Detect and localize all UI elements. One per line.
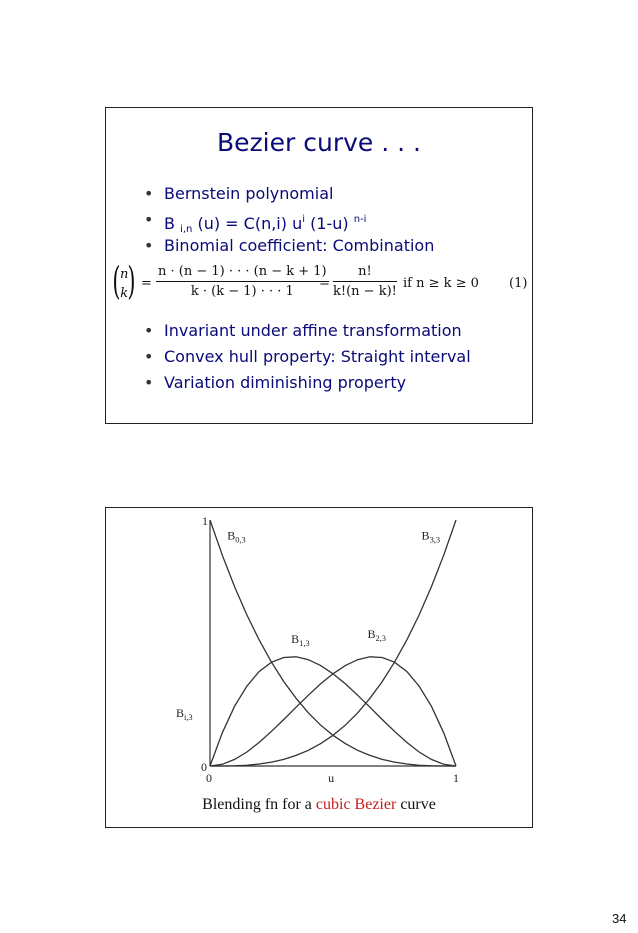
curve-label-2: $B_{2,3}$ (367, 627, 386, 644)
bullet-binomial (144, 233, 434, 259)
chart-axes (210, 520, 456, 766)
bullet-text: Bernstein polynomial (164, 184, 334, 203)
bullet-text: Variation diminishing property (164, 373, 407, 392)
y-axis-label: $B_{i,3}$ (176, 705, 193, 722)
bullet-bernstein-formula (144, 207, 434, 233)
binomial-n: n (120, 267, 129, 282)
binomial-formula (111, 259, 531, 305)
right-paren: ) (127, 259, 136, 303)
x-tick-1: 1 (453, 771, 459, 785)
curve-label-0: $B_{0,3}$ (227, 528, 246, 545)
series-line-0 (210, 520, 456, 766)
bernstein-basis-chart (166, 512, 466, 788)
caption-after: curve (396, 796, 436, 813)
formula-prefix: B (164, 214, 181, 233)
bullet-bernstein (144, 181, 434, 207)
formula-middle: (u) = C(n,i) u (192, 214, 303, 233)
x-axis-label: u (328, 771, 335, 785)
binomial-k: k (120, 286, 129, 301)
fraction-product-denominator: k · (k − 1) · · · 1 (190, 284, 294, 299)
bullet-affine (144, 318, 471, 344)
series-line-3 (210, 520, 456, 766)
bullet-list-top (144, 181, 434, 259)
y-tick-0: 0 (201, 760, 207, 774)
formula-superscript-i: i (302, 214, 305, 225)
bullet-variation (144, 370, 471, 396)
formula-subscript: i,n (180, 224, 193, 235)
y-tick-1: 1 (202, 514, 208, 528)
equals-sign: = (141, 276, 152, 291)
series-line-2 (210, 657, 456, 766)
curve-label-3: $B_{3,3}$ (421, 528, 441, 545)
curve-label-1: $B_{1,3}$ (291, 632, 310, 648)
fraction-factorial (333, 263, 397, 301)
formula-middle-2: (1-u) (304, 214, 354, 233)
bullet-convex-hull (144, 344, 471, 370)
caption-before: Blending fn for a (202, 796, 316, 813)
fraction-factorial-numerator: n! (333, 263, 397, 282)
equals-sign-2: = (319, 276, 330, 291)
equation-number: (1) (509, 276, 528, 291)
formula-condition: if n ≥ k ≥ 0 (403, 276, 479, 291)
slide-bezier-curve (105, 107, 533, 424)
bullet-text: Invariant under affine transformation (164, 321, 462, 340)
formula-superscript-n-i: n-i (353, 214, 367, 225)
caption-highlight: cubic Bezier (315, 796, 397, 813)
bullet-text: Binomial coefficient: Combination (164, 236, 435, 255)
page-number: 34 (612, 911, 627, 926)
fraction-factorial-denominator: k!(n − k)! (333, 284, 397, 299)
slide-blending-functions (105, 507, 533, 828)
fraction-product-numerator: n · (n − 1) · · · (n − k + 1) (156, 263, 329, 282)
x-tick-0: 0 (206, 771, 212, 785)
left-paren: ( (112, 259, 121, 303)
bullet-list-bottom (144, 318, 471, 396)
chart-curves (210, 520, 456, 766)
slide-title: Bezier curve . . . (217, 128, 421, 157)
chart-caption (106, 796, 532, 814)
bullet-text: Convex hull property: Straight interval (164, 347, 471, 366)
fraction-product (156, 263, 329, 301)
